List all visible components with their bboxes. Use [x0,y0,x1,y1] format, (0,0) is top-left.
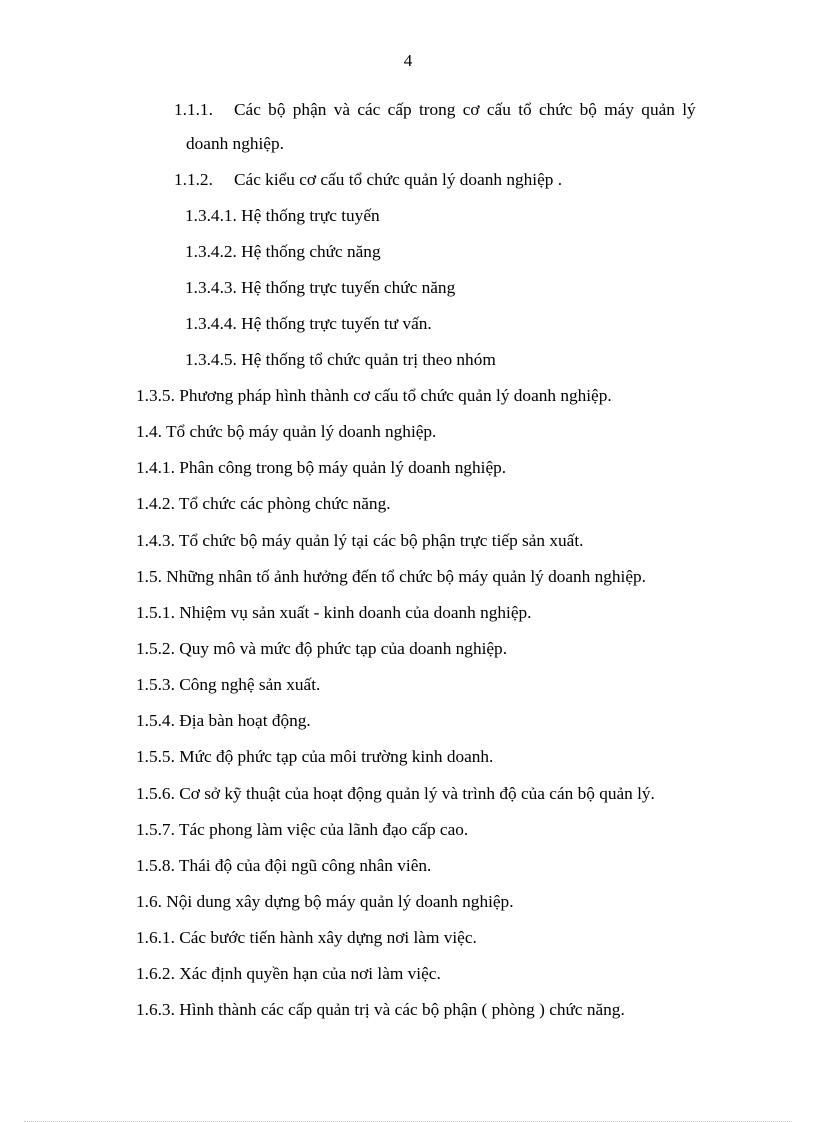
toc-entry [185,349,496,371]
toc-entry-number: 1.1.1. [174,100,213,119]
toc-entry [185,205,380,227]
toc-entry-text: Tác phong làm việc của lãnh đạo cấp cao. [178,820,469,839]
toc-entry-number: 1.6.1. [136,928,175,947]
toc-entry [174,169,562,191]
toc-entry-text: Phân công trong bộ máy quản lý doanh nghiệp. [179,458,507,477]
toc-entry-number: 1.4. [136,422,162,441]
toc-entry [136,457,506,479]
toc-entry [136,638,507,660]
toc-entry-number: 1.3.4.1. [185,206,237,225]
toc-entry [174,99,696,121]
toc-entry-number: 1.3.5. [136,386,175,405]
toc-entry-text: Tổ chức các phòng chức năng. [178,494,391,513]
toc-entry-number: 1.5.4. [136,711,175,730]
toc-entry-text: Nội dung xây dựng bộ máy quản lý doanh nghiệp. [166,892,514,911]
toc-entry-number: 1.6. [136,892,162,911]
toc-entry-number: 1.5.2. [136,639,175,658]
toc-entry [136,385,612,407]
toc-entry [185,241,381,263]
toc-entry-number: 1.3.4.2. [185,242,237,261]
toc-entry-number: 1.5.8. [136,856,175,875]
toc-entry [185,277,455,299]
toc-entry [136,855,431,877]
toc-entry [136,493,391,515]
toc-entry-text: Địa bàn hoạt động. [179,711,311,730]
toc-entry [136,999,625,1021]
toc-entry-number: 1.3.4.3. [185,278,237,297]
toc-entry-number: 1.4.3. [136,531,175,550]
toc-entry [136,927,477,949]
toc-entry-text: Tổ chức bộ máy quản lý doanh nghiệp. [165,422,437,441]
toc-entry [136,421,436,443]
toc-entry-number: 1.1.2. [174,170,213,189]
toc-entry-text: Các bộ phận và các cấp trong cơ cấu tổ chức bộ máy quản lý [234,100,696,119]
toc-entry [136,566,646,588]
toc-entry-number: 1.5. [136,567,162,586]
toc-entry-text: Hệ thống trực tuyến tư vấn. [241,314,432,333]
toc-entry-text: Tổ chức bộ máy quản lý tại các bộ phận trực tiếp sản xuất. [178,531,584,550]
toc-entry [136,783,655,805]
toc-entry [136,963,441,985]
toc-entry-number: 1.6.2. [136,964,175,983]
page-bottom-border [24,1121,792,1122]
toc-entry-text: Hệ thống trực tuyến chức năng [241,278,456,297]
toc-entry-number: 1.3.4.5. [185,350,237,369]
toc-entry [136,602,532,624]
toc-entry-number: 1.4.1. [136,458,175,477]
toc-entry-text: Công nghệ sản xuất. [179,675,321,694]
toc-entry-number: 1.5.5. [136,747,175,766]
toc-entry [136,819,468,841]
toc-entry [136,710,311,732]
toc-entry-number: 1.6.3. [136,1000,175,1019]
toc-entry-text: Xác định quyền hạn của nơi làm việc. [179,964,441,983]
toc-entry [136,530,583,552]
toc-entry-text: Nhiệm vụ sản xuất - kinh doanh của doanh nghiệp. [179,603,532,622]
toc-entry [185,313,432,335]
toc-entry-text: Hệ thống trực tuyến [241,206,380,225]
toc-entry-text: Hệ thống tổ chức quản trị theo nhóm [241,350,496,369]
toc-entry-text: Quy mô và mức độ phức tạp của doanh nghiệp. [179,639,508,658]
toc-entry-text: Các bước tiến hành xây dựng nơi làm việc. [179,928,477,947]
toc-entry-text: Mức độ phức tạp của môi trường kinh doanh. [179,747,494,766]
toc-entry-number: 1.5.7. [136,820,175,839]
toc-entry-text: Hình thành các cấp quản trị và các bộ phận ( phòng ) chức năng. [179,1000,625,1019]
toc-entry-text: Cơ sở kỹ thuật của hoạt động quản lý và trình độ của cán bộ quản lý. [179,784,655,803]
toc-entry [136,746,493,768]
toc-entry-number: 1.4.2. [136,494,175,513]
toc-entry-number: 1.5.3. [136,675,175,694]
toc-entry [136,891,514,913]
toc-entry-text: Những nhân tố ảnh hưởng đến tổ chức bộ máy quản lý doanh nghiệp. [166,567,646,586]
toc-entry-number: 1.5.6. [136,784,175,803]
toc-entry [136,674,320,696]
page-number: 4 [403,51,413,70]
toc-entry-text: Thái độ của đội ngũ công nhân viên. [178,856,432,875]
toc-entry-number: 1.3.4.4. [185,314,237,333]
toc-entry-text: Hệ thống chức năng [241,242,381,261]
toc-entry-number: 1.5.1. [136,603,175,622]
toc-entry-text: Phương pháp hình thành cơ cấu tổ chức quản lý doanh nghiệp. [179,386,612,405]
toc-entry-continuation: doanh nghiệp. [186,134,284,153]
toc-entry-text: Các kiểu cơ cấu tổ chức quản lý doanh nghiệp . [234,170,563,189]
